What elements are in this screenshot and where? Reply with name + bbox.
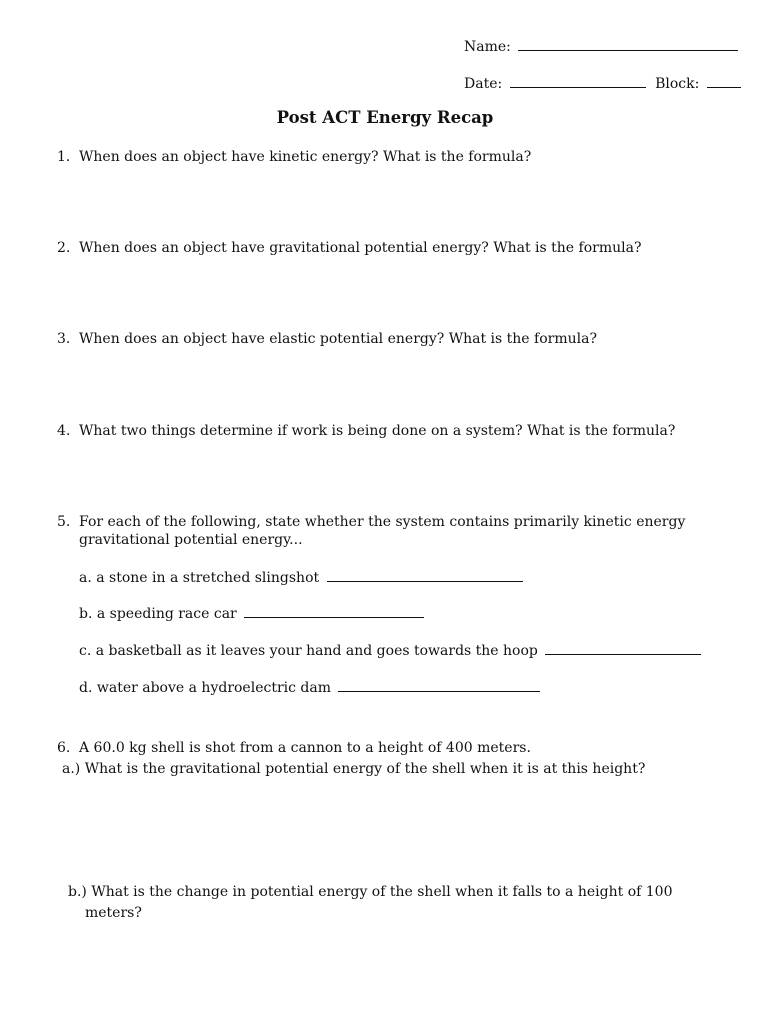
- answer-blank[interactable]: [244, 603, 424, 618]
- q5-item-text: c. a basketball as it leaves your hand and goes towards the hoop: [79, 643, 538, 659]
- question-4: [57, 422, 675, 440]
- question-number: 1.: [57, 149, 71, 165]
- question-6-part-a: a.) What is the gravitational potential energy of the shell when it is at this height?: [62, 761, 646, 777]
- question-number: 4.: [57, 423, 71, 439]
- question-text: A 60.0 kg shell is shot from a cannon to a height of 400 meters.: [79, 740, 531, 756]
- date-label: Date:: [464, 76, 503, 92]
- question-number: 5.: [57, 514, 71, 530]
- question-text: When does an object have elastic potential energy? What is the formula?: [79, 331, 597, 347]
- answer-blank[interactable]: [545, 640, 701, 655]
- date-block-row: [464, 73, 741, 93]
- q5-item-b: [79, 603, 424, 623]
- question-6-part-b-line2: meters?: [85, 905, 142, 921]
- question-text: When does an object have kinetic energy? What is the formula?: [79, 149, 532, 165]
- q5-item-c: [79, 640, 701, 660]
- block-blank[interactable]: [707, 73, 741, 88]
- question-6: [57, 739, 531, 757]
- date-blank[interactable]: [510, 73, 646, 88]
- q5-item-text: b. a speeding race car: [79, 606, 237, 622]
- question-text: What two things determine if work is being done on a system? What is the formula?: [79, 423, 676, 439]
- q5-item-d: [79, 677, 540, 697]
- q5-item-text: a. a stone in a stretched slingshot: [79, 570, 320, 586]
- question-number: 2.: [57, 240, 71, 256]
- question-text: When does an object have gravitational potential energy? What is the formula?: [79, 240, 642, 256]
- question-6-part-b-line1: b.) What is the change in potential energy of the shell when it falls to a height of 100: [68, 884, 673, 900]
- question-2: [57, 239, 641, 257]
- question-number: 3.: [57, 331, 71, 347]
- question-5-line2: gravitational potential energy...: [79, 532, 303, 548]
- name-field[interactable]: [464, 36, 738, 56]
- question-number: 6.: [57, 740, 71, 756]
- answer-blank[interactable]: [338, 677, 540, 692]
- q5-item-a: [79, 567, 523, 587]
- question-text-line1: For each of the following, state whether the system contains primarily kinetic energy: [79, 514, 686, 530]
- q5-item-text: d. water above a hydroelectric dam: [79, 680, 331, 696]
- question-3: [57, 330, 597, 348]
- block-label: Block:: [655, 76, 700, 92]
- page-title: Post ACT Energy Recap: [276, 108, 494, 127]
- name-blank[interactable]: [518, 36, 738, 51]
- question-1: [57, 148, 531, 166]
- answer-blank[interactable]: [327, 567, 523, 582]
- name-label: Name:: [464, 39, 511, 55]
- question-5: [57, 513, 685, 531]
